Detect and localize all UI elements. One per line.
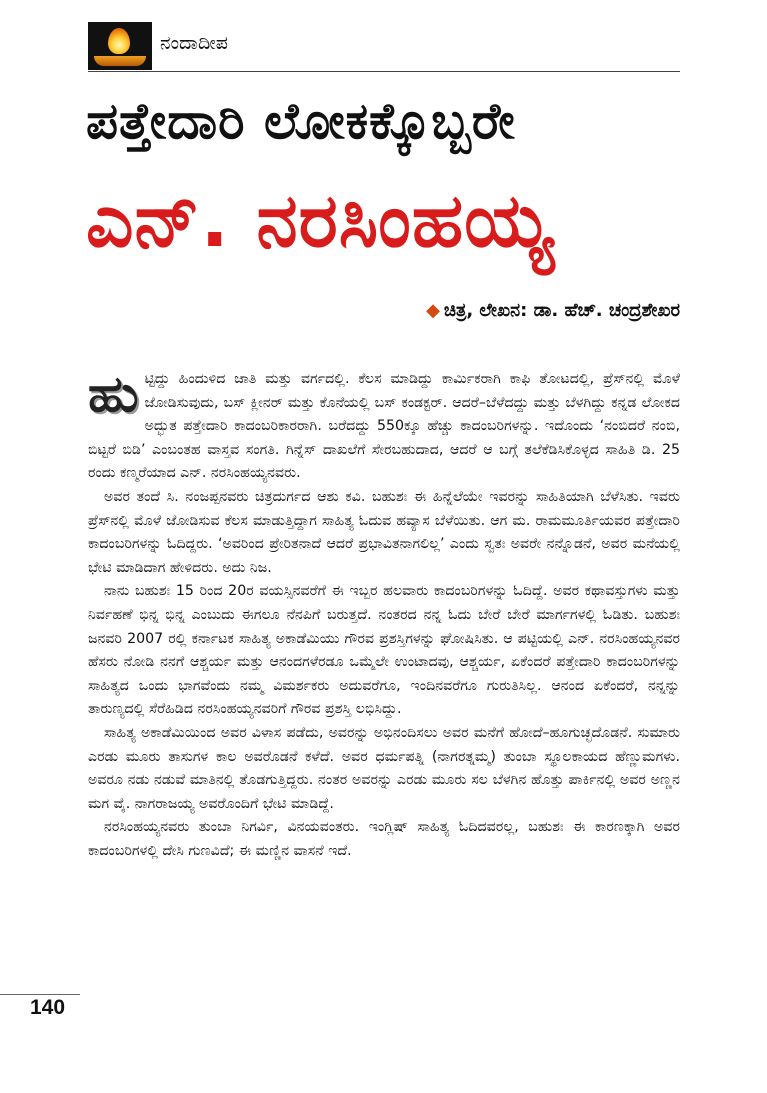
drop-cap: ಹು xyxy=(88,365,139,423)
lamp-flame-icon xyxy=(88,22,152,70)
diamond-bullet-icon: ◆ xyxy=(426,300,440,321)
article-title-line2: ಎನ್. ನರಸಿಂಹಯ್ಯ xyxy=(86,178,555,264)
paragraph: ಅವರ ತಂದೆ ಸಿ. ನಂಜಪ್ಪನವರು ಚಿತ್ರದುರ್ಗದ ಆಶು ಕವಿ. ಬಹುಶಃ ಈ ಹಿನ್ನೆಲೆಯೇ ಇವರನ್ನು ಸಾಹಿತಿಯಾಗಿ ಬೆಳೆಸಿತು. ಇವರು ಪ್ರೆಸ್‌ನಲ್ಲಿ ಮೊಳೆ ಜೋಡಿಸುವ ಕೆಲಸ ಮಾಡುತ್ತಿದ್ದಾಗ ಸಾಹಿತ್ಯ ಓದುವ ಹವ್ಯಾಸ ಬೆಳೆಯಿತು. ಆಗ ಮ. ರಾಮಮೂರ್ತಿಯವರ ಪತ್ತೇದಾರಿ ಕಾದಂಬರಿಗಳನ್ನು ಓದಿದ್ದರು. ‘ಅವರಿಂದ ಪ್ರೇರಿತನಾದೆ ಆದರೆ ಪ್ರಭಾವಿತನಾಗಲಿಲ್ಲ’ ಎಂದು ಸ್ವತಃ ಅವರೇ ನನ್ನೊಡನೆ, ಅವರ ಮನೆಯಲ್ಲಿ ಭೇಟಿ ಮಾಡಿದಾಗ ಹೇಳಿದರು. ಅದು ನಿಜ. xyxy=(88,488,680,576)
paragraph: ಸಾಹಿತ್ಯ ಅಕಾಡೆಮಿಯಿಂದ ಅವರ ವಿಳಾಸ ಪಡೆದು, ಅವರನ್ನು ಅಭಿನಂದಿಸಲು ಅವರ ಮನೆಗೆ ಹೋದೆ–ಹೂಗುಚ್ಛದೊಡನೆ. ಸುಮಾರು ಎರಡು ಮೂರು ತಾಸುಗಳ ಕಾಲ ಅವರೊಡನೆ ಕಳೆದೆ. ಅವರ ಧರ್ಮಪತ್ನಿ (ನಾಗರತ್ನಮ್ಮ) ತುಂಬಾ ಸ್ಥೂಲಕಾಯದ ಹೆಣ್ಣುಮಗಳು. ಅವರೂ ನಡು ನಡುವೆ ಮಾತಿನಲ್ಲಿ ತೊಡಗುತ್ತಿದ್ದರು. ನಂತರ ಅವರನ್ನು ಎರಡು ಮೂರು ಸಲ ಬೆಳಗಿನ ಹೊತ್ತು ಪಾರ್ಕಿನಲ್ಲಿ ಅವರ ಅಣ್ಣನ ಮಗ ವೈ. ನಾಗರಾಜಯ್ಯ ಅವರೊಂದಿಗೆ ಭೇಟಿ ಮಾಡಿದ್ದೆ. xyxy=(88,724,680,812)
paragraph: ನರಸಿಂಹಯ್ಯನವರು ತುಂಬಾ ನಿಗರ್ವಿ, ವಿನಯವಂತರು. ಇಂಗ್ಲಿಷ್ ಸಾಹಿತ್ಯ ಓದಿದವರಲ್ಲ, ಬಹುಶಃ ಈ ಕಾರಣಕ್ಕಾಗಿ ಅವರ ಕಾದಂಬರಿಗಳಲ್ಲಿ ದೇಸಿ ಗುಣವಿದೆ; ಈ ಮಣ್ಣಿನ ವಾಸನೆ ಇದೆ. xyxy=(88,819,680,859)
byline xyxy=(330,300,680,321)
article-body xyxy=(88,365,680,863)
header-divider xyxy=(88,71,680,72)
magazine-brand: ನಂದಾದೀಪ xyxy=(160,32,228,54)
footer-divider xyxy=(0,994,80,995)
byline-text: ಚಿತ್ರ, ಲೇಖನ: ಡಾ. ಹೆಚ್. ಚಂದ್ರಶೇಖರ xyxy=(443,300,680,321)
paragraph: ಟ್ಟಿದ್ದು ಹಿಂದುಳಿದ ಜಾತಿ ಮತ್ತು ವರ್ಗದಲ್ಲಿ. ಕೆಲಸ ಮಾಡಿದ್ದು ಕಾರ್ಮಿಕರಾಗಿ ಕಾಫಿ ತೋಟದಲ್ಲಿ, ಪ್ರೆಸ್‌ನಲ್ಲಿ ಮೊಳೆ ಜೋಡಿಸುವುದು, ಬಸ್ ಕ್ಲೀನರ್ ಮತ್ತು ಕೊನೆಯಲ್ಲಿ ಬಸ್ ಕಂಡಕ್ಟರ್. ಆದರೆ–ಬೆಳೆದದ್ದು ಮತ್ತು ಬೆಳಗಿದ್ದು ಕನ್ನಡ ಲೋಕದ ಅದ್ಭುತ ಪತ್ತೇದಾರಿ ಕಾದಂಬರಿಕಾರರಾಗಿ. ಬರೆದದ್ದು 550ಕ್ಕೂ ಹೆಚ್ಚು ಕಾದಂಬರಿಗಳನ್ನು. ಇದೊಂದು ‘ನಂಬಿದರೆ ನಂಬಿ, ಬಿಟ್ಟರೆ ಬಿಡಿ’ ಎಂಬಂತಹ ವಾಸ್ತವ ಸಂಗತಿ. ಗಿನ್ನೆಸ್ ದಾಖಲೆಗೆ ಸೇರಬಹುದಾದ, ಆದರೆ ಆ ಬಗ್ಗೆ ತಲೆಕೆಡಿಸಿಕೊಳ್ಳದ ಸಾಹಿತಿ ಡಿ. 25 ರಂದು ಕಣ್ಮರೆಯಾದ ಎನ್. ನರಸಿಂಹಯ್ಯನವರು. xyxy=(88,371,680,482)
page-number: 140 xyxy=(30,996,66,1019)
lamp-base-shape xyxy=(94,56,146,66)
flame-shape xyxy=(108,28,130,54)
article-title-line1: ಪತ್ತೇದಾರಿ ಲೋಕಕ್ಕೊಬ್ಬರೇ xyxy=(86,92,516,150)
paragraph: ನಾನು ಬಹುಶಃ 15 ರಿಂದ 20ರ ವಯಸ್ಸಿನವರೆಗೆ ಈ ಇಬ್ಬರ ಹಲವಾರು ಕಾದಂಬರಿಗಳನ್ನು ಓದಿದ್ದೆ. ಅವರ ಕಥಾವಸ್ತುಗಳು ಮತ್ತು ನಿರ್ವಹಣೆ ಭಿನ್ನ ಭಿನ್ನ ಎಂಬುದು ಈಗಲೂ ನೆನಪಿಗೆ ಬರುತ್ತದೆ. ನಂತರದ ನನ್ನ ಓದು ಬೇರೆ ಬೇರೆ ಮಾರ್ಗಗಳಲ್ಲಿ ಓಡಿತು. ಬಹುಶಃ ಜನವರಿ 2007 ರಲ್ಲಿ ಕರ್ನಾಟಕ ಸಾಹಿತ್ಯ ಅಕಾಡೆಮಿಯು ಗೌರವ ಪ್ರಶಸ್ತಿಗಳನ್ನು ಘೋಷಿಸಿತು. ಆ ಪಟ್ಟಿಯಲ್ಲಿ ಎನ್. ನರಸಿಂಹಯ್ಯನವರ ಹೆಸರು ನೋಡಿ ನನಗೆ ಆಶ್ಚರ್ಯ ಮತ್ತು ಆನಂದಗಳೆರಡೂ ಒಮ್ಮೆಲೇ ಉಂಟಾದವು, ಆಶ್ಚರ್ಯ, ಏಕೆಂದರೆ ಪತ್ತೇದಾರಿ ಕಾದಂಬರಿಗಳನ್ನು ಸಾಹಿತ್ಯದ ಒಂದು ಭಾಗವೆಂದು ನಮ್ಮ ವಿಮರ್ಶಕರು ಅದುವರೆಗೂ, ಇಂದಿನವರೆಗೂ ಗುರುತಿಸಿಲ್ಲ. ಆನಂದ ಏಕೆಂದರೆ, ನನ್ನನ್ನು ತಾರುಣ್ಯದಲ್ಲಿ ಸೆರೆಹಿಡಿದ ನರಸಿಂಹಯ್ಯನವರಿಗೆ ಗೌರವ ಪ್ರಶಸ್ತಿ ಲಭಿಸಿದ್ದು. xyxy=(88,583,680,718)
